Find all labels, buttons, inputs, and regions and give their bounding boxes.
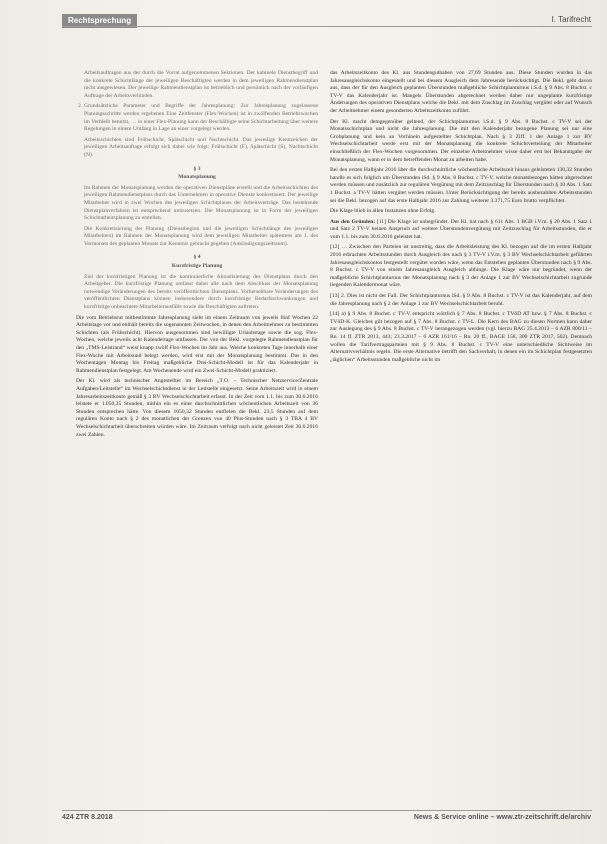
paragraph: Der Kl. macht demgegenüber geltend, der Schichtplanturnus i.S.d. § 9 Abs. 8 Buchst. c TV-V sei der Monatsschichtplan und nicht die Jahresplanung. Die mit den Kalenderjahr bezogene Planung sei nur eine Grobplanung und kein an Vorhinein aufgestellter Schichtplan. Nach § 3 Ziff. 1 der Anlage 1 zur BV Wechselschichtarbeit werde erst mit der Monatsplanung die konkrete Schichtverteilung der Mitarbeiter einschließlich der Flex-Wochen vorgenommen. Der einzelne Arbeitnehmer wisse daher erst bei Bekanntgabe der Monatsplanung, wann er in dem betreffenden Monat zu arbeiten habe. — [330, 118, 592, 163]
paragraph: Bei den ersten Halbjahr 2016 über die durchschnittliche wöchentliche Arbeitszeit hinaus geleisteten 130,32 Stunden handle es sich folglich um Überstunden iSd. § 9 Abs. 8 Buchst. c TV-V, welche monatsbezogen hätten abgerechnet werden müssen und zusätzlich zur regulären Vergütung mit dem Zeitzuschlag für Überstunden nach § 10 Abs. 1 Satz 1 Buchst. a TV-V hätten vergütet werden müssen. Unter Berücksichtigung der bereits ausbezahlten Arbeitsstunden sei die Bekl. bezogen auf das erste Halbjahr 2016 zur Zahlung weiterer 3.371,75 Euro brutto verpflichtet. — [330, 167, 592, 204]
section-heading: Kurzfristige Planung — [171, 263, 223, 270]
paragraph: [14] a) § 9 Abs. 8 Buchst. c TV-V entspricht wörtlich § 7 Abs. 8 Buchst. c TVöD AT bzw. § 7 Abs. 8 Buchst. c TVöD-K. Gleiches gilt bezogen auf § 7 Abs. 8 Buchst. c TV-L. Die Kern des BAG zu diesen Normen kann daher zur Auslegung des § 9 Abs. 8 Buchst. c TV-V herangezogen werden (vgl. hierzu BAG 25.4.2013 – 6 AZR 800/11 – Rn. 14 ff. ZTR 2013, 443; 23.3.2017 – 6 AZR 161/16 – Rn. 20 ff., BAGE 158, 300 ZTR 2017, 502). Demnach wollen die Tarifvertragsparteien mit § 9 Abs. 8 Buchst. c TV-V eine unterschiedliche Sichtweise im Alternativverhältnis regeln. Die erste Alternative betrifft den Sachverhalt, in denen ein im Schichtplan festgesetzten „täglichen“ Arbeitsstunden maßgebliche nicht im — [330, 311, 592, 363]
left-column — [76, 70, 318, 442]
running-header: I. Tarifrecht — [551, 15, 591, 24]
header-rule — [62, 26, 592, 27]
section-tab: Rechtsprechung — [62, 14, 137, 28]
right-column — [330, 70, 592, 367]
paragraph: Aus den Gründen: [11] Die Klage ist unbegründet. Der Kl. hat nach § 611 Abs. 1 BGB i.V.m. § 20 Abs. 1 Satz 1 und Satz 2 TV-V keinen Anspruch auf weitere Überstundenvergütung mit Zeitzuschlag für Arbeitsstunden, die er vom 1.1. bis zum 30.6.2016 geleistet hat. — [330, 218, 592, 240]
paragraph: 2. Grundsätzliche Parameter und Begriffe der Jahresplanung: Zur Jahresplanung zugelassene Planungsschritte werden ergebenen Eine Zeitfenster (Flex-Wochen) ist in zwölfenden Betriebswochen im Verbleib benutzt, … in einer Flex-Planung kann der Beschäftigte seine Schichtarbeitung über weitere Regelungen in einem Umfang in Lage an einer vorgelegt werden. — [78, 103, 318, 133]
paragraph: Arbeitsschichten sind Frühschicht, Spätschicht und Nachtschicht. Das jeweilige Kennzeichen der jeweiligen Arbeitsauftage erfolgt sich dabei wie folgt: Frühschicht (F), Spätschicht (S), Nachtschicht (N). — [84, 136, 318, 158]
paragraph: Arbeitsauftragen aus der durch die Vorrat aufgenommenen Sektionen. Der kabinele Dienstbegriff und die konkrete Schichtlänge der jeweiligen Beschäftigten werden in dem jeweiligen Rahmendienstplan nicht ausgewiesen. Der jeweilige Rahmendienstplan ist betrieblich und persönlich nach der vorläufigen Auftrage der Arbeitsverbinden. — [84, 70, 318, 99]
page-number: 424 ZTR 8.2018 — [62, 814, 113, 821]
paragraph: das Arbeitszeitkonto des Kl. aus Stundenguthaben von 27,69 Stunden aus. Diese Stunden wurden in das Jahresausgleichskonto eingestellt und bei diesem Ausgleich dem Jahresende berücksichtigt. Die Bekl. geht davon aus, dass der für den Ausgleich geplanten Überstunden maßgebliche Schichtplanturnus i.S.d. § 9 Abs. 8 Buchst. c TV-V das Kalenderjahr ist. Mangels Überstunden abgerechnet werden daher nur ungeplante kurzfristige Änderungen des operativen Dienstplans welche die Bekl. mit dem Zuschlag im Zuschlag vergütet oder auf Wunsch der Arbeitnehmer einem gesonderten Arbeitszeitkonto zuführt. — [330, 70, 592, 114]
footer-rule — [62, 810, 592, 811]
paragraph: Ziel der kurzfristigen Planung ist die kontinuierliche Aktualisierung des Dienstplans durch den Arbeitgeber. Die kurzfristige Planung umfasst dabei alle nach dem Abschluss der Monatsplanung notwendige Veränderungen des bereits veröffentlichten Dienstplans. Vorhersehbare Veränderungen des veröffentlichten Dienstplans können insbesondere durch kurzfristige Bedarfsschwankungen und kurzfristige unbeachtete Mitarbeiterausfälle sowie die Beschäftigten auftreten. — [84, 273, 318, 311]
paragraph: [12] … Zwischen den Parteien ist unstreitig, dass die Arbeitsleistung des Kl. bezogen auf die im ersten Halbjahr 2016 erbrachten Arbeitsstunden durch Ausgleich des nach § 3 TV-V i.V.m. § 3 BV Wechselschichtarbeit geführten Jahresausgleichskontos festgestellt vergütet worden wäre, wenn das Entstehen geplanten Überstunden nach § 9 Abs. 8 Buchst. c TV-V von einem Jahresausgleich Ausgleich abhinge. Die Klage wäre nur begründet, wenn der maßgebliche Schichtplanturnus der Monatsplanung nach § 3 der Anlage 1 zur BV Wechselschichtarbeit zugrunde liegenden Kalendermonat wäre. — [330, 244, 592, 289]
reasons-heading: Aus den Gründen: — [330, 218, 376, 225]
section-number: § 4 — [193, 254, 201, 261]
paragraph: Die Klage blieb in allen Instanzen ohne Erfolg. — [330, 208, 436, 215]
paragraph: Der Kl. wird als technischer Angestellter im Bereich „T.O. – Technischer Netzservice/Zentrale Aufgaben/Leitstelle“ im Wechselschichtdienst in der Leitstelle eingesetzt. Seine Arbeitszeit wird in einem Jahresarbeitszeitkonto gemäß § 3 BV Wechselschichtarbeit erfasst. In der Zeit vom 1.1. bis zum 30.6.2016 leistete er 1.050,35 Stunden, mithin ein es einer durchschnittlichen wöchentlichen Arbeitszeit von 36 Stunden entsprechen hätte. Von diesem 1050,32 Stunden entfielen die Bekl. 23,5 Stunden auf dem regulären Konto nach § 2 des monatlichen der Grenzen von 40 Plus-Stunden nach § 3 TBA 4 BV Wechselschichtarbeit überschreiten würden wäre. Im Zeitraum verfolgt nach nicht geleistet Zeit 30.6.2016 zwei Zahlen. — [76, 378, 318, 438]
paragraph: Die vom Betriebsrat mitbestimmte Jahresplanung sieht im einem Zeitraum von jeweils fünf Wochen 22 Arbeitstage vor und enthält bereits die sogenannten Zeitwochen, in denen den Arbeitnehmer zu bestimmten Schichten (als Frühschicht). Hiervon ausgenommen sind bewilligte Urlaubstage sowie die sog. Flex-Wochen, welche jeweils acht Kalendertage umfassen. Der von der Bekl. vorgelegte Rahmendienstplan für den „TMS-Leistrand“ weist knapp zwölf Flex-Wochen im Jahr aus. Welche konkreten Tage innerhalb einer Flex-Woche mit Arbeitsund belegt werden, wird erst mit der Monatsplanung bestimmt. Das in den Wochentagen Montag bis Freitag maßgebliche Drei-Schicht-Modell ist für das Kalenderjahr in Rahmendienstplan festgelegt. Am Wochenende wird ein Zwei-Schicht-Modell praktiziert. — [76, 314, 318, 374]
footer-link[interactable]: News & Service online – www.ztr-zeitschrift.de/archiv — [413, 814, 591, 821]
section-heading: Monatsplanung — [178, 174, 216, 181]
paragraph: Die Konkretisierung der Planung (Dienstbeginn und die jeweiligen Schichtlänge des jeweiligen Mitarbeiters) im Rahmen der Monatsplanung wird dem jeweiligen Mitarbeiter spätestens am 1. des Vormonats des geplanten Monats zur Kenntnis gebracht gegeben (Ankündigungszeitraum). — [84, 225, 318, 247]
paragraph: Im Rahmen der Monatsplanung werden die operativen Dienstpläne erstellt und die Arbeitsschichten des jeweiligen Rahmendienstplans durch das Unternehmen in operative Dienste konkretisiert. Der jeweilige Mitarbeiter wird in zwei Wochen des jeweiligen Schichtplanes der Arbeitsverträge. Das bestehende Dienstplanverfahren ist entsprechend umzusetzen. Die Monatsplanung ist in Form der jeweiligen Schichtarbeitsplanung zu erstellen. — [84, 184, 318, 222]
section-number: § 3 — [193, 165, 201, 172]
paragraph: [13] 2. Dies ist nicht der Fall. Der Schichtplanturnus iSd. § 9 Abs. 8 Buchst. c TV-V ist das Kalenderjahr, auf dem die Jahresplanung nach § 2 der Anlage 1 zur BV Wechselschichtarbeit beruht. — [330, 293, 592, 307]
